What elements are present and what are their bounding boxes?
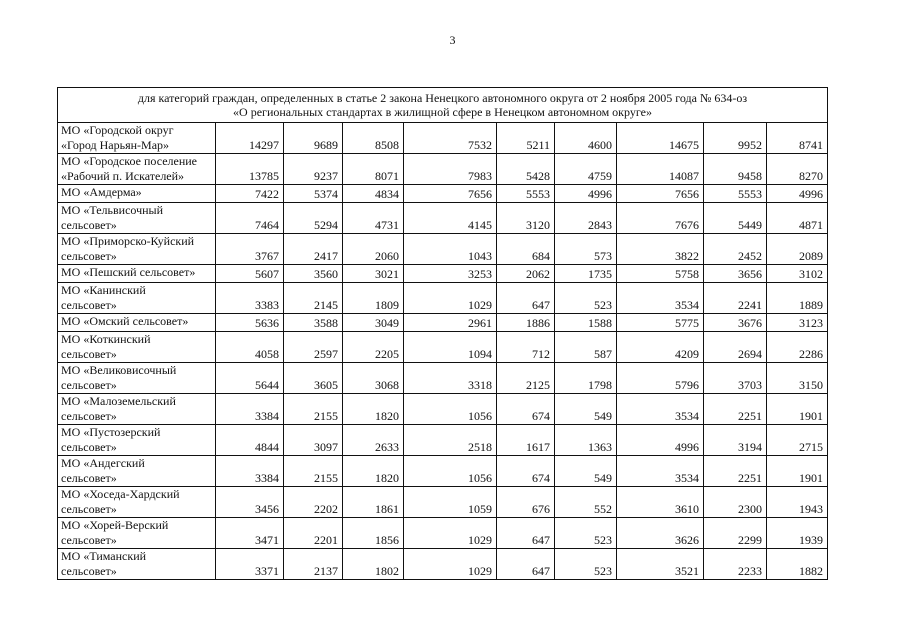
value-cell: 2145 xyxy=(284,283,343,314)
municipality-name: МО «Хорей-Верский сельсовет» xyxy=(58,518,216,549)
table-row xyxy=(58,394,828,425)
value-cell: 5553 xyxy=(497,185,555,203)
municipality-name: МО «Андегский сельсовет» xyxy=(58,456,216,487)
value-cell: 3384 xyxy=(216,456,284,487)
value-cell: 2201 xyxy=(284,518,343,549)
value-cell: 4145 xyxy=(404,203,497,234)
value-cell: 1856 xyxy=(343,518,404,549)
municipality-name: МО «Тельвисочный сельсовет» xyxy=(58,203,216,234)
value-cell: 3626 xyxy=(617,518,704,549)
value-cell: 1889 xyxy=(767,283,828,314)
header-line-1: для категорий граждан, определенных в статье 2 закона Ненецкого автономного округа от 2 ноября 2005 года № 634-оз xyxy=(137,91,748,105)
table-body xyxy=(58,123,828,580)
value-cell: 2300 xyxy=(704,487,767,518)
table-row xyxy=(58,518,828,549)
value-cell: 2715 xyxy=(767,425,828,456)
value-cell: 2417 xyxy=(284,234,343,265)
value-cell: 3676 xyxy=(704,314,767,332)
value-cell: 4759 xyxy=(555,154,617,185)
value-cell: 1939 xyxy=(767,518,828,549)
value-cell: 4996 xyxy=(767,185,828,203)
municipality-name: МО «Канинский сельсовет» xyxy=(58,283,216,314)
value-cell: 9689 xyxy=(284,123,343,154)
table-row xyxy=(58,487,828,518)
value-cell: 2241 xyxy=(704,283,767,314)
value-cell: 1617 xyxy=(497,425,555,456)
value-cell: 4058 xyxy=(216,332,284,363)
value-cell: 1882 xyxy=(767,549,828,580)
value-cell: 1943 xyxy=(767,487,828,518)
value-cell: 2299 xyxy=(704,518,767,549)
municipality-name: МО «Тиманский сельсовет» xyxy=(58,549,216,580)
value-cell: 1363 xyxy=(555,425,617,456)
table-row xyxy=(58,363,828,394)
value-cell: 7464 xyxy=(216,203,284,234)
value-cell: 549 xyxy=(555,394,617,425)
table-row xyxy=(58,265,828,283)
value-cell: 9458 xyxy=(704,154,767,185)
value-cell: 3656 xyxy=(704,265,767,283)
value-cell: 3120 xyxy=(497,203,555,234)
value-cell: 523 xyxy=(555,283,617,314)
value-cell: 3253 xyxy=(404,265,497,283)
value-cell: 647 xyxy=(497,549,555,580)
value-cell: 7676 xyxy=(617,203,704,234)
value-cell: 1735 xyxy=(555,265,617,283)
value-cell: 8741 xyxy=(767,123,828,154)
value-cell: 7656 xyxy=(617,185,704,203)
table-row xyxy=(58,314,828,332)
value-cell: 1901 xyxy=(767,394,828,425)
value-cell: 2694 xyxy=(704,332,767,363)
value-cell: 2062 xyxy=(497,265,555,283)
value-cell: 7656 xyxy=(404,185,497,203)
table-header xyxy=(58,88,828,123)
value-cell: 2597 xyxy=(284,332,343,363)
value-cell: 2633 xyxy=(343,425,404,456)
value-cell: 3021 xyxy=(343,265,404,283)
value-cell: 3534 xyxy=(617,456,704,487)
value-cell: 3456 xyxy=(216,487,284,518)
value-cell: 4996 xyxy=(617,425,704,456)
value-cell: 9952 xyxy=(704,123,767,154)
value-cell: 14297 xyxy=(216,123,284,154)
value-cell: 4600 xyxy=(555,123,617,154)
value-cell: 1901 xyxy=(767,456,828,487)
value-cell: 1029 xyxy=(404,549,497,580)
value-cell: 1029 xyxy=(404,283,497,314)
table-row xyxy=(58,154,828,185)
value-cell: 647 xyxy=(497,283,555,314)
value-cell: 2286 xyxy=(767,332,828,363)
value-cell: 3383 xyxy=(216,283,284,314)
value-cell: 573 xyxy=(555,234,617,265)
value-cell: 4731 xyxy=(343,203,404,234)
value-cell: 1056 xyxy=(404,394,497,425)
value-cell: 684 xyxy=(497,234,555,265)
value-cell: 3102 xyxy=(767,265,828,283)
value-cell: 5553 xyxy=(704,185,767,203)
value-cell: 5294 xyxy=(284,203,343,234)
value-cell: 2251 xyxy=(704,394,767,425)
value-cell: 3194 xyxy=(704,425,767,456)
value-cell: 1588 xyxy=(555,314,617,332)
value-cell: 4996 xyxy=(555,185,617,203)
table-row xyxy=(58,234,828,265)
value-cell: 523 xyxy=(555,549,617,580)
value-cell: 7422 xyxy=(216,185,284,203)
value-cell: 1820 xyxy=(343,394,404,425)
value-cell: 3123 xyxy=(767,314,828,332)
value-cell: 587 xyxy=(555,332,617,363)
value-cell: 5211 xyxy=(497,123,555,154)
value-cell: 5796 xyxy=(617,363,704,394)
page-number: 3 xyxy=(449,33,456,47)
value-cell: 2961 xyxy=(404,314,497,332)
municipality-name: МО «Великовисочный сельсовет» xyxy=(58,363,216,394)
value-cell: 3703 xyxy=(704,363,767,394)
value-cell: 5607 xyxy=(216,265,284,283)
value-cell: 674 xyxy=(497,456,555,487)
value-cell: 1861 xyxy=(343,487,404,518)
value-cell: 2251 xyxy=(704,456,767,487)
value-cell: 3588 xyxy=(284,314,343,332)
value-cell: 1056 xyxy=(404,456,497,487)
table-row xyxy=(58,185,828,203)
value-cell: 3605 xyxy=(284,363,343,394)
value-cell: 2125 xyxy=(497,363,555,394)
value-cell: 8508 xyxy=(343,123,404,154)
municipality-name: МО «Амдерма» xyxy=(58,185,216,203)
value-cell: 13785 xyxy=(216,154,284,185)
table-row xyxy=(58,123,828,154)
value-cell: 8071 xyxy=(343,154,404,185)
value-cell: 2155 xyxy=(284,394,343,425)
value-cell: 674 xyxy=(497,394,555,425)
municipality-name: МО «Пустозерский сельсовет» xyxy=(58,425,216,456)
value-cell: 2452 xyxy=(704,234,767,265)
value-cell: 7983 xyxy=(404,154,497,185)
value-cell: 2843 xyxy=(555,203,617,234)
value-cell: 1043 xyxy=(404,234,497,265)
value-cell: 3384 xyxy=(216,394,284,425)
value-cell: 14675 xyxy=(617,123,704,154)
value-cell: 2089 xyxy=(767,234,828,265)
value-cell: 3767 xyxy=(216,234,284,265)
value-cell: 2155 xyxy=(284,456,343,487)
standards-table xyxy=(57,87,828,580)
value-cell: 14087 xyxy=(617,154,704,185)
table-row xyxy=(58,283,828,314)
value-cell: 5374 xyxy=(284,185,343,203)
value-cell: 3560 xyxy=(284,265,343,283)
municipality-name: МО «Хоседа-Хардский сельсовет» xyxy=(58,487,216,518)
value-cell: 4871 xyxy=(767,203,828,234)
value-cell: 3049 xyxy=(343,314,404,332)
value-cell: 3534 xyxy=(617,283,704,314)
value-cell: 3471 xyxy=(216,518,284,549)
value-cell: 647 xyxy=(497,518,555,549)
value-cell: 2137 xyxy=(284,549,343,580)
value-cell: 5758 xyxy=(617,265,704,283)
municipality-name: МО «Приморско-Куйский сельсовет» xyxy=(58,234,216,265)
value-cell: 1798 xyxy=(555,363,617,394)
table-row xyxy=(58,332,828,363)
municipality-name: МО «Коткинский сельсовет» xyxy=(58,332,216,363)
value-cell: 712 xyxy=(497,332,555,363)
value-cell: 1820 xyxy=(343,456,404,487)
value-cell: 2205 xyxy=(343,332,404,363)
table-header-row xyxy=(58,88,828,123)
value-cell: 1059 xyxy=(404,487,497,518)
municipality-name: МО «Пешский сельсовет» xyxy=(58,265,216,283)
value-cell: 3822 xyxy=(617,234,704,265)
municipality-name: МО «Малоземельский сельсовет» xyxy=(58,394,216,425)
value-cell: 552 xyxy=(555,487,617,518)
value-cell: 1886 xyxy=(497,314,555,332)
value-cell: 5449 xyxy=(704,203,767,234)
value-cell: 5636 xyxy=(216,314,284,332)
value-cell: 1809 xyxy=(343,283,404,314)
value-cell: 2060 xyxy=(343,234,404,265)
value-cell: 523 xyxy=(555,518,617,549)
value-cell: 5775 xyxy=(617,314,704,332)
table-row xyxy=(58,425,828,456)
value-cell: 3521 xyxy=(617,549,704,580)
value-cell: 1802 xyxy=(343,549,404,580)
table-row xyxy=(58,203,828,234)
header-line-2: «О региональных стандартах в жилищной сфере в Ненецком автономном округе» xyxy=(233,105,652,119)
value-cell: 3068 xyxy=(343,363,404,394)
municipality-name: МО «Городской округ «Город Нарьян-Мар» xyxy=(58,123,216,154)
value-cell: 3371 xyxy=(216,549,284,580)
value-cell: 549 xyxy=(555,456,617,487)
value-cell: 4834 xyxy=(343,185,404,203)
value-cell: 7532 xyxy=(404,123,497,154)
value-cell: 3150 xyxy=(767,363,828,394)
municipality-name: МО «Омский сельсовет» xyxy=(58,314,216,332)
value-cell: 676 xyxy=(497,487,555,518)
table-row xyxy=(58,456,828,487)
value-cell: 2518 xyxy=(404,425,497,456)
table-row xyxy=(58,549,828,580)
value-cell: 3610 xyxy=(617,487,704,518)
value-cell: 5428 xyxy=(497,154,555,185)
value-cell: 2202 xyxy=(284,487,343,518)
value-cell: 5644 xyxy=(216,363,284,394)
value-cell: 4209 xyxy=(617,332,704,363)
value-cell: 1029 xyxy=(404,518,497,549)
value-cell: 1094 xyxy=(404,332,497,363)
value-cell: 2233 xyxy=(704,549,767,580)
municipality-name: МО «Городское поселение «Рабочий п. Искателей» xyxy=(58,154,216,185)
value-cell: 8270 xyxy=(767,154,828,185)
value-cell: 9237 xyxy=(284,154,343,185)
value-cell: 3097 xyxy=(284,425,343,456)
value-cell: 3534 xyxy=(617,394,704,425)
value-cell: 4844 xyxy=(216,425,284,456)
value-cell: 3318 xyxy=(404,363,497,394)
